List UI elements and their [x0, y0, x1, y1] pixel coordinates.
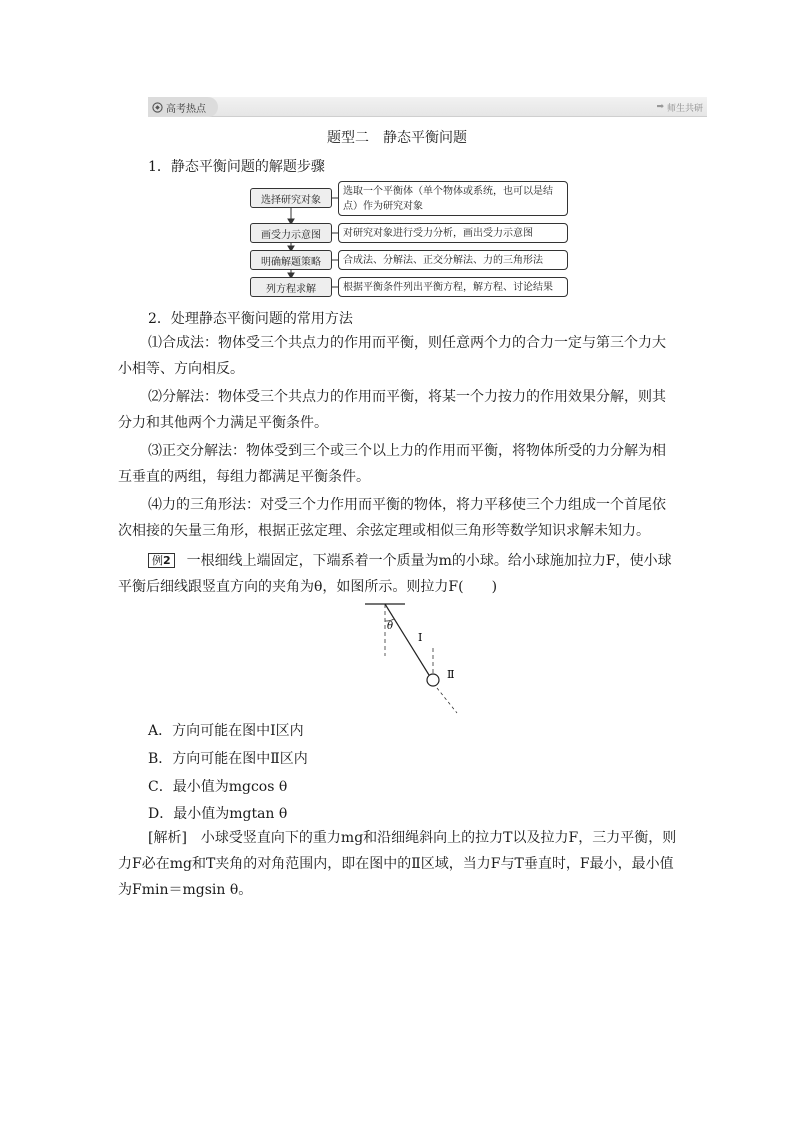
flow-desc-2: 对研究对象进行受力分析，画出受力示意图: [338, 223, 568, 243]
option-b: B．方向可能在图中Ⅱ区内: [148, 751, 308, 767]
example-label: 例2: [148, 553, 175, 568]
co-study-label: ➡ 师生共研: [656, 102, 703, 114]
method-synthesis: ⑴合成法：物体受三个共点力的作用而平衡，则任意两个力的合力一定与第三个力大小相等、方向相反。: [118, 335, 666, 377]
method-orthogonal: ⑶正交分解法：物体受到三个或三个以上力的作用而平衡，将物体所受的力分解为相互垂直的两组，每组力都满足平衡条件。: [118, 443, 666, 485]
region-I-label: Ⅰ: [418, 631, 423, 644]
section1-heading: 1．静态平衡问题的解题步骤: [148, 159, 325, 175]
string-line: [385, 604, 429, 675]
tag-icon: [152, 102, 163, 113]
flow-desc-1: 选取一个平衡体（单个物体或系统，也可以是结点）作为研究对象: [338, 181, 568, 216]
hot-topic-label: 高考热点: [166, 103, 206, 115]
section-header-bar: [148, 97, 707, 117]
flow-desc-4: 根据平衡条件列出平衡方程，解方程、讨论结果: [338, 277, 568, 297]
method-decomposition: ⑵分解法：物体受三个共点力的作用而平衡，将某一个力按力的作用效果分解，则其分力和其他两个力满足平衡条件。: [118, 389, 666, 431]
flow-desc-3: 合成法、分解法、正交分解法、力的三角形法: [338, 250, 568, 270]
solution-text: [解析] 小球受竖直向下的重力mg和沿细绳斜向上的拉力T以及拉力F，三力平衡，则力F必在mg和T夹角的对角范围内，即在图中的Ⅱ区域，当力F与T垂直时，F最小，最小值为Fmin＝mgsin θ。: [118, 830, 677, 898]
flow-step-3: 明确解题策略: [250, 250, 332, 270]
region-II-label: Ⅱ: [447, 668, 455, 681]
flow-step-4: 列方程求解: [250, 277, 332, 297]
option-d: D．最小值为mgtan θ: [148, 806, 288, 822]
flow-step-2: 画受力示意图: [250, 223, 332, 243]
solution-steps-flowchart: [250, 180, 570, 300]
option-a: A．方向可能在图中Ⅰ区内: [148, 723, 304, 739]
pendulum-figure: [360, 601, 470, 716]
flow-step-1: 选择研究对象: [250, 188, 332, 208]
section2-heading: 2．处理静态平衡问题的常用方法: [148, 311, 353, 327]
arrow-right-icon: ➡: [656, 102, 664, 112]
extension-line: [437, 688, 457, 713]
example-question: [118, 548, 678, 600]
method-triangle: ⑷力的三角形法：对受三个力作用而平衡的物体，将力平移使三个力组成一个首尾依次相接的矢量三角形，根据正弦定理、余弦定理或相似三角形等数学知识求解未知力。: [118, 497, 666, 539]
option-c: C．最小值为mgcos θ: [148, 779, 288, 795]
page-title: 题型二 静态平衡问题: [327, 130, 467, 146]
ball: [427, 674, 439, 686]
hot-topic-tag: [148, 97, 218, 117]
angle-label: θ: [387, 621, 394, 632]
example-question-text: 一根细线上端固定，下端系着一个质量为m的小球。给小球施加拉力F，使小球平衡后细线跟竖直方向的夹角为θ，如图所示。则拉力F( ): [118, 553, 672, 595]
